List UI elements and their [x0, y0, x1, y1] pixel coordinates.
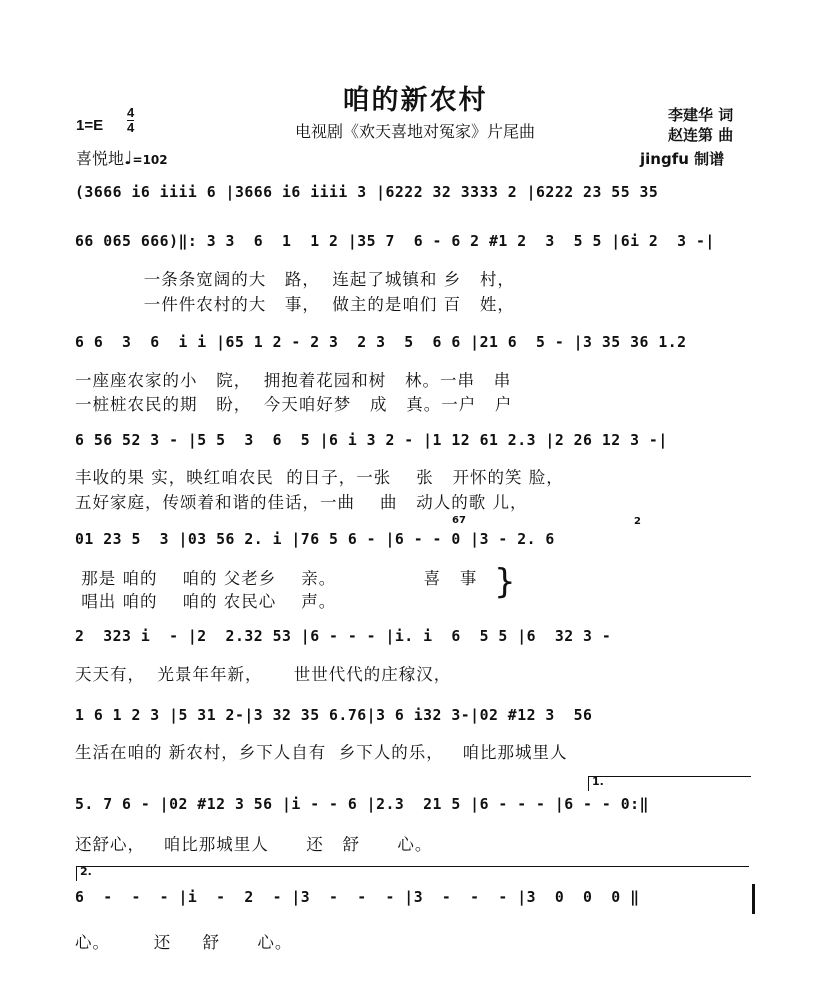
lyric-line-3b: 五好家庭，传颂着和谐的佳话，一曲 曲 动人的歌 儿， [75, 493, 528, 512]
lyric-line-1b: 一件件农村的大 事， 做主的是咱们 百 姓， [75, 295, 515, 314]
lyricist-credit: 李建华 词 [668, 106, 734, 124]
staff-line-4: 6 56 52 3 - |5 5 3 6 5 |6 i 3 2 - |1 12 61 2.3 |2 26 12 3 -| [75, 432, 668, 449]
lyric-line-2b: 一桩桩农民的期 盼， 今天咱好梦 成 真。一户 户 [75, 395, 513, 414]
lyric-line-4b: 唱出 咱的 咱的 农民心 声。 [75, 592, 337, 611]
lyric-line-8: 心。 还 舒 心。 [75, 933, 293, 952]
page-title: 咱的新农村 [342, 85, 488, 116]
grace-note-2: 2 [634, 516, 641, 527]
lyric-line-5: 天天有， 光景年年新， 世世代代的庄稼汉， [75, 665, 452, 684]
staff-line-7: 1 6 1 2 3 |5 31 2-|3 32 35 6.76|3 6 i32 3-|02 #12 3 56 [75, 707, 593, 724]
verse-brace: } [494, 562, 516, 602]
quarter-note-icon: ♩ [124, 148, 133, 169]
staff-line-2: 66 065 666)‖: 3 3 6 1 1 2 |35 7 6 - 6 2 #1 2 3 5 5 |6i 2 3 -| [75, 233, 715, 250]
staff-line-5: 01 23 5 3 |03 56 2. i |76 5 6 - |6 - - 0 |3 - 2. 6 [75, 531, 555, 548]
time-signature: 4 4 [127, 105, 135, 135]
lyric-line-7: 还舒心， 咱比那城里人 还 舒 心。 [75, 835, 433, 854]
staff-line-9: 6 - - - |i - 2 - |3 - - - |3 - - - |3 0 0 0 ‖ [75, 889, 640, 906]
key-signature: 1=E [76, 117, 104, 134]
volta-2: 2. [76, 866, 749, 881]
staff-line-1: (3666 i6 iiii 6 |3666 i6 iiii 3 |6222 32 3333 2 |6222 23 55 35 [75, 184, 659, 201]
staff-line-6: 2 323 i - |2 2.32 53 |6 - - - |i. i 6 5 5 |6 32 3 - [75, 628, 612, 645]
lyric-line-2a: 一座座农家的小 院， 拥抱着花园和树 林。一串 串 [75, 371, 512, 390]
staff-line-8: 5. 7 6 - |02 #12 3 56 |i - - 6 |2.3 21 5 |6 - - - |6 - - 0:‖ [75, 796, 649, 813]
tempo-marking: 喜悦地♩=102 [76, 148, 168, 169]
arranger-credit: jingfu 制谱 [640, 150, 725, 168]
lyric-line-6: 生活在咱的 新农村，乡下人自有 乡下人的乐， 咱比那城里人 [75, 743, 568, 762]
composer-credit: 赵连第 曲 [668, 126, 734, 144]
lyric-line-1a: 一条条宽阔的大 路， 连起了城镇和 乡 村， [75, 270, 515, 289]
page-subtitle: 电视剧《欢天喜地对冤家》片尾曲 [294, 122, 535, 141]
lyric-line-3a: 丰收的果 实，映红咱农民 的日子，一张 张 开怀的笑 脸， [75, 468, 564, 487]
final-barline [752, 884, 755, 914]
grace-note: 67 [452, 515, 466, 526]
lyric-line-4a: 那是 咱的 咱的 父老乡 亲。 喜 事 [75, 569, 478, 588]
volta-1: 1. [588, 776, 751, 791]
staff-line-3: 6 6 3 6 i i |65 1 2 - 2 3 2 3 5 6 6 |21 6 5 - |3 35 36 1.2 [75, 334, 687, 351]
